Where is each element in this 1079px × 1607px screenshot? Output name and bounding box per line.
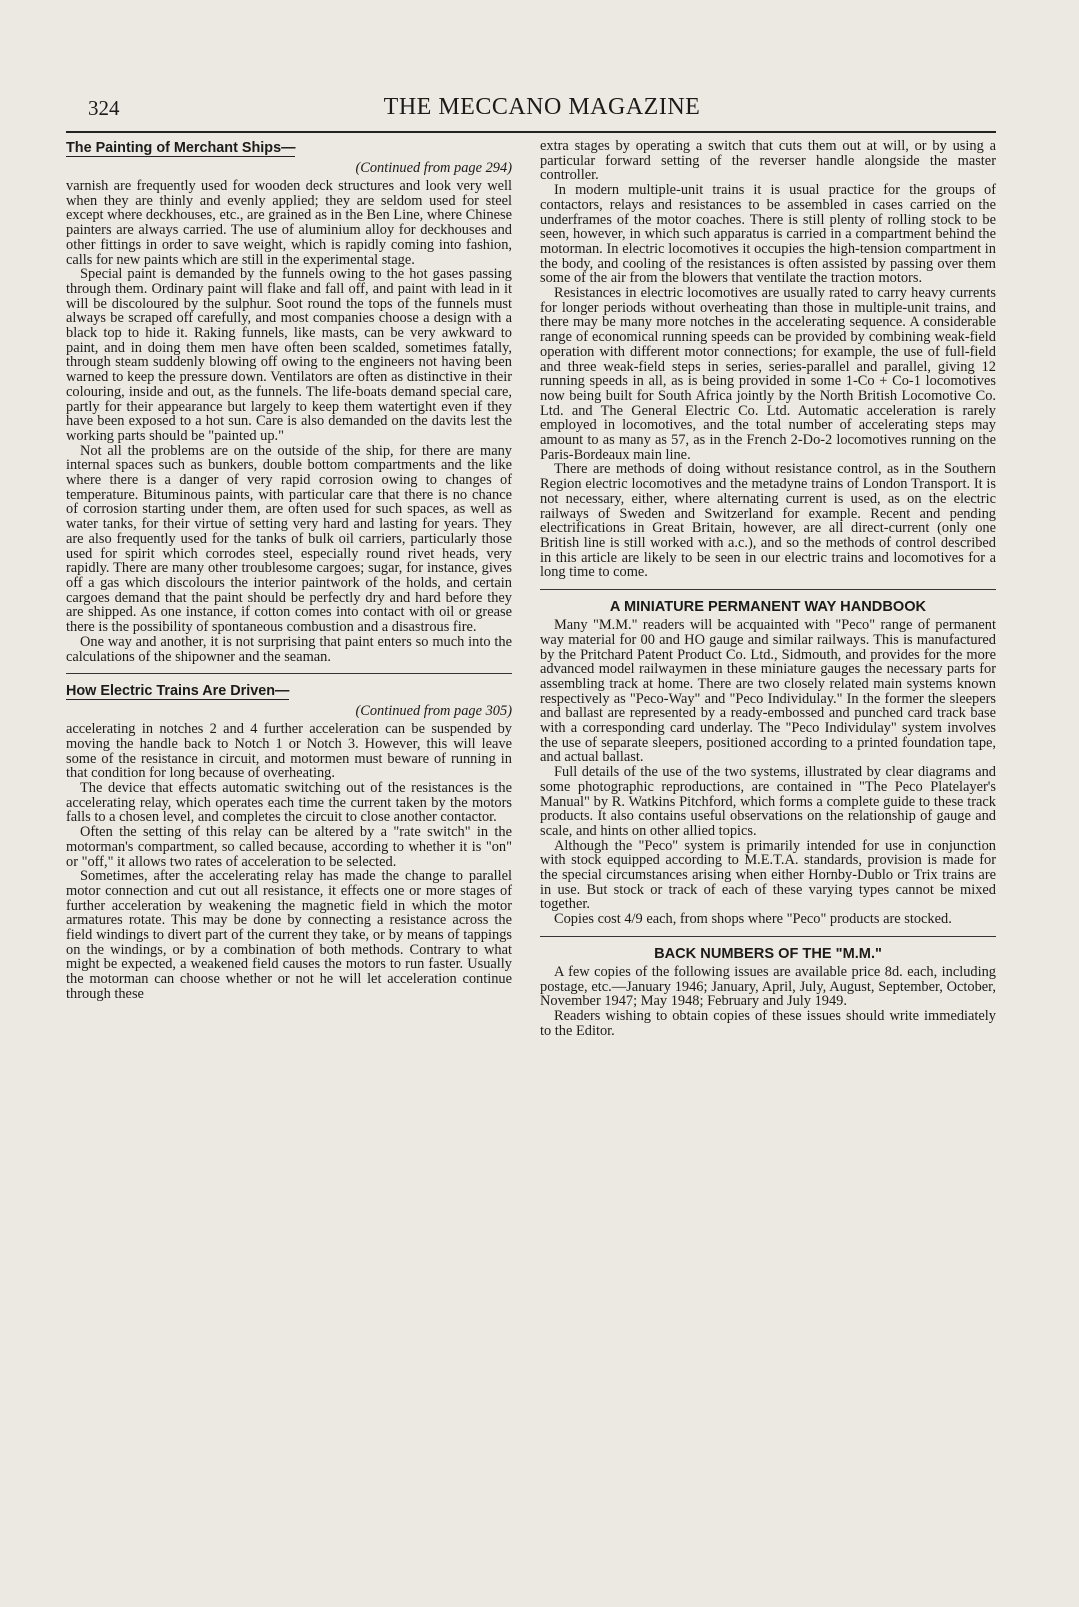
- painting-continued-note: (Continued from page 294): [355, 160, 512, 176]
- article-paragraph: A few copies of the following issues are available price 8d. each, including postage, etc.—January 1946; January, April, July, August, September, October, November 1947; May 1948; February and July 1949.: [540, 963, 996, 1010]
- article-paragraph: Copies cost 4/9 each, from shops where "Peco" products are stocked.: [554, 911, 952, 928]
- article-paragraph: In modern multiple-unit trains it is usual practice for the groups of contactors, relays and resistances to be assembled in cases carried on the underframes of the motor coaches. There is still plenty of rolling stock to be seen, however, in which such apparatus is carried in a compartment behind the motorman. In electric locomotives it occupies the high-tension compartment in the body, and cooling of the resistances is often assisted by passing over them some of the air from the blowers that ventilate the traction motors.: [540, 182, 996, 287]
- section-divider: [540, 936, 996, 937]
- article-paragraph: varnish are frequently used for wooden deck structures and look very well when they are thinly and evenly applied; they are seldom used for steel except where deckhouses, etc., are grained as in the Ben Line, where Chinese painters are always carried. The use of aluminium alloy for deckhouses and other fittings in order to save weight, which is rapidly coming into fashion, calls for new paints which are still in the experimental stage.: [66, 178, 512, 268]
- article-paragraph: Full details of the use of the two systems, illustrated by clear diagrams and some photographic reproductions, are contained in "The Peco Platelayer's Manual" by R. Watkins Pitchford, which forms a complete guide to these track products. It also contains useful observations on the relationship of gauge and scale, and hints on other allied topics.: [540, 764, 996, 839]
- article-paragraph: Readers wishing to obtain copies of these issues should write immediately to the Editor.: [540, 1007, 996, 1039]
- section-divider: [66, 673, 512, 674]
- magazine-title: THE MECCANO MAGAZINE: [383, 94, 701, 120]
- painting-heading: The Painting of Merchant Ships—: [66, 140, 296, 156]
- header-rule: [66, 131, 996, 133]
- article-paragraph: Resistances in electric locomotives are usually rated to carry heavy currents for longer periods without overheating than those in multiple-unit trains, and there may be many more notches in the accelerating sequence. A considerable range of economical running speeds can be provided by combining weak-field operation with different motor connections; for example, the use of full-field and three weak-field steps in series, series-parallel and parallel, giving 12 running speeds in all, as is being provided in some 1-Co + Co-1 locomotives now being built for South Africa jointly by the North British Locomotive Co. Ltd. and The General Electric Co. Ltd. Automatic acceleration is rarely employed in locomotives, and the total number of accelerating steps may amount to as many as 57, as in the French 2-Do-2 locomotives running on the Paris-Bordeaux main line.: [540, 285, 996, 463]
- article-paragraph: Sometimes, after the accelerating relay has made the change to parallel motor connection and cut out all resistance, it effects one or more stages of further acceleration by weakening the magnetic field in which the motor armatures rotate. This may be done by connecting a resistance across the field windings to divert part of the current they take, or by means of tappings on the windings, or by a combination of both methods. Contrary to what might be expected, a weakened field causes the motors to run faster. Usually the motorman can choose whether or not he will let acceleration continue through these: [66, 868, 512, 1002]
- article-paragraph: Not all the problems are on the outside of the ship, for there are many internal spaces such as bunkers, double bottom compartments and the like where there is a danger of very rapid corrosion owing to changes of temperature. Bituminous paints, with particular care that there is no chance of corrosion starting under them, are often used for such spaces, as well as water tanks, for their virtue of setting very hard and lasting for years. They are also frequently used for the tanks of bulk oil carriers, particularly those used for spirit which corrodes steel, especially round rivet heads, very rapidly. There are many other troublesome cargoes; sugar, for instance, gives off a gas which discolours the interior paintwork of the holds, and certain cargoes demand that the paint should be perfectly dry and hard before they are shipped. As one instance, if cotton comes into contact with oil or grease there is the possibility of spontaneous combustion and a disastrous fire.: [66, 442, 512, 636]
- article-paragraph: Although the "Peco" system is primarily intended for use in conjunction with stock equipped according to M.E.T.A. standards, provision is made for the special circumstances arising when either Hornby-Dublo or Trix trains are in use. But stock or track of each of these varying types cannot be mixed together.: [540, 837, 996, 913]
- article-paragraph: Many "M.M." readers will be acquainted with "Peco" range of permanent way material for 00 and HO gauge and similar railways. This is manufactured by the Pritchard Patent Product Co. Ltd., Sidmouth, and provides for the more advanced model railwaymen in these miniature gauges the necessary parts for assembling track at home. There are two closely related main systems known respectively as "Peco-Way" and "Peco Individulay." In the former the sleepers and ballast are represented by a ready-embossed and punched card track base with a corresponding card underlay. The "Peco Individulay" system involves the use of separate sleepers, positioned according to a printed foundation tape, and actual ballast.: [540, 617, 996, 766]
- back-numbers-heading: BACK NUMBERS OF THE "M.M.": [654, 945, 882, 962]
- section-divider: [540, 589, 996, 590]
- handbook-heading: A MINIATURE PERMANENT WAY HANDBOOK: [609, 599, 927, 616]
- article-paragraph: accelerating in notches 2 and 4 further acceleration can be suspended by moving the handle back to Notch 1 or Notch 3. However, this will leave some of the resistance in circuit, and motormen must beware of running in that condition for long because of overheating.: [66, 721, 512, 782]
- electric-continued-note: (Continued from page 305): [355, 703, 512, 720]
- article-paragraph: Special paint is demanded by the funnels owing to the hot gases passing through them. Ordinary paint will flake and fall off, and paint with lead in it will be discoloured by the sulphur. Soot round the tops of the funnels must always be scraped off carefully, and most companies choose a design with a black top to hide it. Raking funnels, like masts, can be very awkward to paint, and in doing them men have often been scalded, sometimes fatally, through steam suddenly blowing off owing to the engineers not having been warned to keep the pressure down. Ventilators are often as distinctive in their colouring, inside and out, as the funnels. The life-boats demand special care, partly for their appearance but largely to keep them watertight even if they have been exposed to a hot sun. Care is also demanded on the davits lest the working parts should be "painted up.": [66, 266, 512, 444]
- page-number: 324: [88, 96, 120, 120]
- article-paragraph: The device that effects automatic switching out of the resistances is the accelerating relay, which operates each time the current taken by the motors falls to a chosen level, and completes the circuit to close another contactor.: [66, 780, 512, 826]
- right-column: [540, 139, 996, 1038]
- page-header: [88, 94, 996, 130]
- article-paragraph: One way and another, it is not surprising that paint enters so much into the calculations of the shipowner and the seaman.: [66, 633, 512, 665]
- article-paragraph: extra stages by operating a switch that cuts them out at will, or by using a particular forward setting of the reverser handle alongside the master controller.: [540, 138, 996, 184]
- electric-trains-heading: How Electric Trains Are Driven—: [66, 683, 290, 700]
- article-paragraph: There are methods of doing without resistance control, as in the Southern Region electric locomotives and the metadyne trains of London Transport. It is not necessary, either, where alternating current is used, as on the electric railways of Sweden and Switzerland for example. Recent and pending electrifications in Great Britain, however, are all direct-current (only one British line is still worked with a.c.), and so the methods of control described in this article are likely to be seen in our electric trains and locomotives for a long time to come.: [540, 461, 996, 581]
- left-column: [66, 139, 512, 1002]
- article-paragraph: Often the setting of this relay can be altered by a "rate switch" in the motorman's compartment, so called because, according to whether it is "on" or "off," it allows two rates of acceleration to be selected.: [66, 824, 512, 870]
